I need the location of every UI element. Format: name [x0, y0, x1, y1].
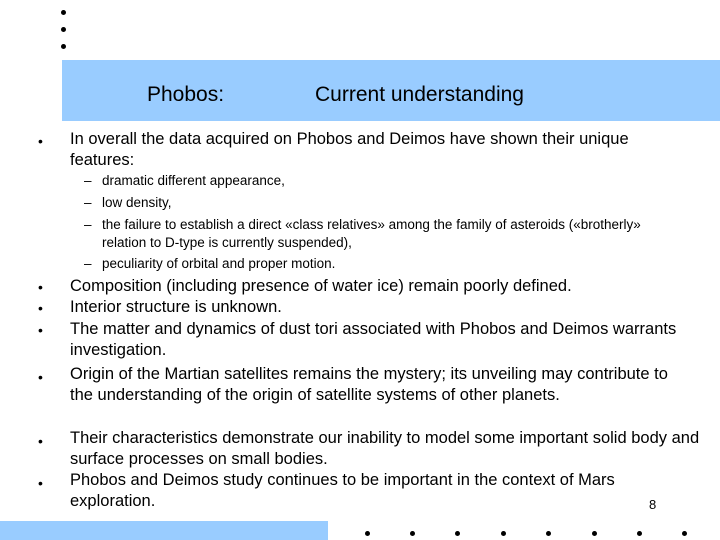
dash-icon: –	[84, 256, 92, 271]
bullet-text: Composition (including presence of water ice) remain poorly defined.	[70, 277, 572, 295]
decor-dot	[61, 27, 66, 32]
bottom-bar	[0, 521, 328, 540]
bullet-icon: •	[38, 300, 43, 316]
dash-icon: –	[84, 217, 92, 232]
dash-icon: –	[84, 195, 92, 210]
dash-icon: –	[84, 173, 92, 188]
bullet-icon: •	[38, 322, 43, 338]
bullet-icon: •	[38, 133, 43, 149]
slide-title-topic: Current understanding	[315, 83, 524, 106]
decor-dot	[682, 531, 687, 536]
bullet-icon: •	[38, 433, 43, 449]
sub-item: low density,	[102, 195, 172, 210]
bullet-text: Origin of the Martian satellites remains the mystery; its unveiling may contribute to the understanding of the origin of satellite systems of other planets.	[70, 365, 668, 404]
decor-dot	[410, 531, 415, 536]
bullet-text: Phobos and Deimos study continues to be important in the context of Mars exploration.	[70, 471, 615, 510]
decor-dot	[61, 44, 66, 49]
bullet-icon: •	[38, 369, 43, 385]
sub-item: the failure to establish a direct «class relatives» among the family of asteroids («brotherly» relation to D-type is currently suspended),	[102, 217, 641, 250]
sub-item: dramatic different appearance,	[102, 173, 285, 188]
decor-dot	[61, 10, 66, 15]
page-number: 8	[649, 497, 657, 512]
decor-dot	[592, 531, 597, 536]
decor-dot	[501, 531, 506, 536]
slide-title-subject: Phobos:	[147, 83, 225, 106]
sub-item: peculiarity of orbital and proper motion.	[102, 256, 336, 271]
bullet-text: The matter and dynamics of dust tori associated with Phobos and Deimos warrants investigation.	[70, 320, 677, 359]
decor-dot	[455, 531, 460, 536]
bullet-text: Their characteristics demonstrate our inability to model some important solid body and surface processes on small bodies.	[70, 429, 700, 468]
decor-dot	[637, 531, 642, 536]
bullet-icon: •	[38, 279, 43, 295]
decor-dot	[365, 531, 370, 536]
bullet-text: Interior structure is unknown.	[70, 298, 282, 316]
intro-bullet-text: In overall the data acquired on Phobos and Deimos have shown their unique features:	[70, 130, 629, 169]
decor-dot	[546, 531, 551, 536]
bullet-icon: •	[38, 475, 43, 491]
